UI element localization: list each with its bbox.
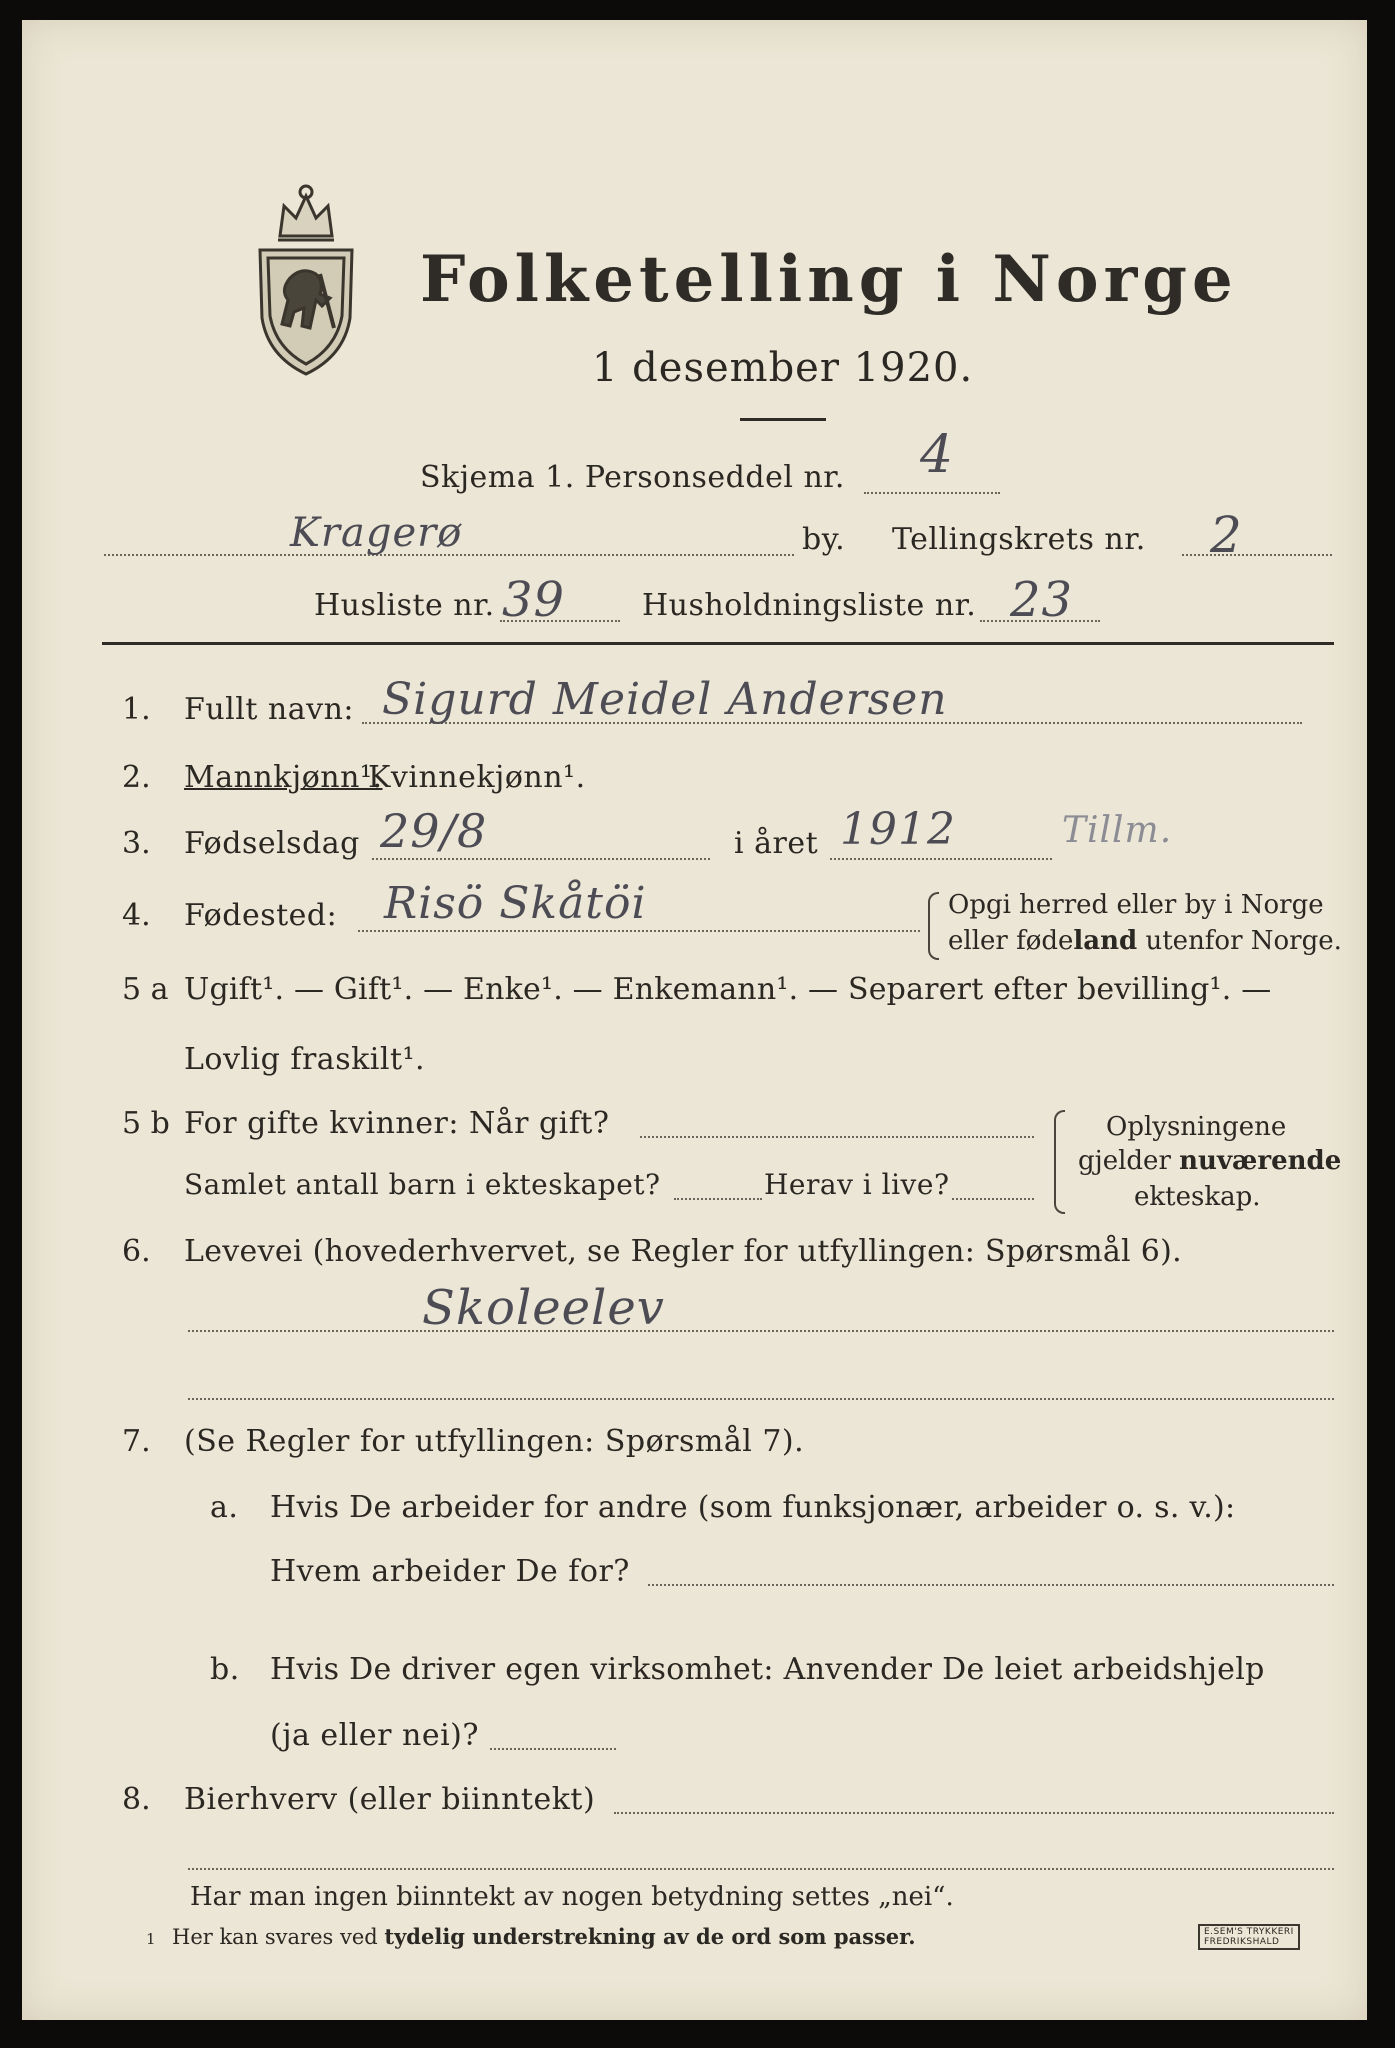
q3-line <box>372 858 710 860</box>
q6-line2 <box>188 1398 1334 1400</box>
q5a-number: 5 a <box>122 972 169 1007</box>
q4-note-line2-a: eller føde <box>948 926 1074 956</box>
q7a-line2: Hvem arbeider De for? <box>270 1554 630 1589</box>
norwegian-coat-of-arms-icon <box>250 178 362 378</box>
q4-note-line2 <box>948 926 1342 956</box>
q8-line1 <box>614 1812 1334 1814</box>
q5b-note-line2-b: nuværende <box>1179 1146 1342 1176</box>
q4-number: 4. <box>122 898 151 933</box>
q8-number: 8. <box>122 1782 151 1817</box>
q3-label: Fødselsdag <box>184 826 360 861</box>
q2-male: Mannkjønn¹. <box>184 760 383 795</box>
q5b-note-line1: Oplysningene <box>1106 1112 1287 1142</box>
q5b-children-line <box>674 1198 762 1200</box>
q7b-line2: (ja eller nei)? <box>270 1718 479 1753</box>
tellingskrets-label: Tellingskrets nr. <box>892 522 1146 557</box>
q2-number: 2. <box>122 760 151 795</box>
census-date: 1 desember 1920. <box>592 345 974 391</box>
q3-value: 29/8 <box>380 804 488 858</box>
q5b-married-line <box>640 1136 1034 1138</box>
q4-note-line1: Opgi herred eller by i Norge <box>948 890 1324 920</box>
q7-label: (Se Regler for utfyllingen: Spørsmål 7). <box>184 1424 805 1459</box>
q7-number: 7. <box>122 1424 151 1459</box>
q7b-letter: b. <box>210 1652 240 1687</box>
q4-brace <box>928 892 939 960</box>
q4-line <box>358 930 920 932</box>
q5b-note-line3: ekteskap. <box>1134 1182 1261 1212</box>
q1-value: Sigurd Meidel Andersen <box>382 674 948 725</box>
q7a-line1: Hvis De arbeider for andre (som funksjonær, arbeider o. s. v.): <box>270 1490 1236 1525</box>
q4-label: Fødested: <box>184 898 338 933</box>
q5b-line2b: Herav i live? <box>764 1168 950 1201</box>
q5b-brace <box>1054 1110 1065 1214</box>
header-divider <box>102 642 1334 645</box>
husliste-value: 39 <box>502 572 566 628</box>
husholdning-label: Husholdningsliste nr. <box>642 588 977 623</box>
husliste-label: Husliste nr. <box>314 588 495 623</box>
q5b-alive-line <box>952 1198 1034 1200</box>
skjema-label: Skjema 1. Personseddel nr. <box>420 460 845 495</box>
tellingskrets-value: 2 <box>1210 506 1243 564</box>
personseddel-line <box>864 492 1000 494</box>
q7b-line1: Hvis De driver egen virksomhet: Anvender De leiet arbeidshjelp <box>270 1652 1265 1687</box>
q5b-note-line2 <box>1078 1146 1341 1176</box>
footnote-text-b: tydelig understrekning av de ord som passer. <box>384 1924 916 1949</box>
title-divider <box>740 418 826 421</box>
q3-number: 3. <box>122 826 151 861</box>
q3-note: Tillm. <box>1062 810 1173 851</box>
census-form-page <box>22 20 1367 2020</box>
personseddel-value: 4 <box>920 425 955 485</box>
q5b-line1: For gifte kvinner: Når gift? <box>184 1106 610 1141</box>
q6-number: 6. <box>122 1234 151 1269</box>
form-title: Folketelling i Norge <box>420 242 1238 317</box>
printer-stamp-line1: E.SEM'S TRYKKERI <box>1204 1927 1294 1937</box>
q5b-line2a: Samlet antall barn i ekteskapet? <box>184 1168 661 1201</box>
printer-stamp-line2: FREDRIKSHALD <box>1204 1937 1280 1947</box>
q3-year: 1912 <box>840 804 956 855</box>
q1-label: Fullt navn: <box>184 692 355 727</box>
q2-female: Kvinnekjønn¹. <box>368 760 586 795</box>
q7a-letter: a. <box>210 1490 239 1525</box>
tellingskrets-line <box>1182 554 1332 556</box>
by-label: by. <box>802 522 846 557</box>
q1-number: 1. <box>122 692 151 727</box>
q5b-note-line2-a: gjelder <box>1078 1146 1180 1176</box>
town-value: Kragerø <box>290 510 463 556</box>
q8-line2 <box>188 1868 1334 1870</box>
q6-label: Levevei (hovederhvervet, se Regler for utfyllingen: Spørsmål 6). <box>184 1234 1182 1269</box>
printer-stamp <box>1198 1924 1300 1950</box>
footnote-text-a: Her kan svares ved <box>172 1925 385 1949</box>
q3-year-label: i året <box>734 826 819 861</box>
footnote-text <box>172 1924 916 1949</box>
q5a-line2: Lovlig fraskilt¹. <box>184 1042 426 1077</box>
q7a-answer-line <box>648 1584 1334 1586</box>
q5a-line1: Ugift¹. — Gift¹. — Enke¹. — Enkemann¹. — Separert efter bevilling¹. — <box>184 972 1272 1007</box>
biinntekt-note: Har man ingen biinntekt av nogen betydning settes „nei“. <box>190 1882 954 1912</box>
q5b-number: 5 b <box>122 1106 170 1141</box>
q6-line1 <box>188 1330 1334 1332</box>
q6-value: Skoleelev <box>422 1280 665 1336</box>
q4-note-line2-c: utenfor Norge. <box>1137 926 1342 956</box>
q8-label: Bierhverv (eller biinntekt) <box>184 1782 596 1817</box>
q4-note-line2-b: land <box>1073 926 1138 956</box>
q7b-answer-line <box>490 1748 616 1750</box>
footnote-mark: 1 <box>146 1930 156 1948</box>
q4-value: Risö Skåtöi <box>384 878 647 929</box>
q3-year-line <box>830 858 1052 860</box>
husholdning-value: 23 <box>1010 572 1074 628</box>
